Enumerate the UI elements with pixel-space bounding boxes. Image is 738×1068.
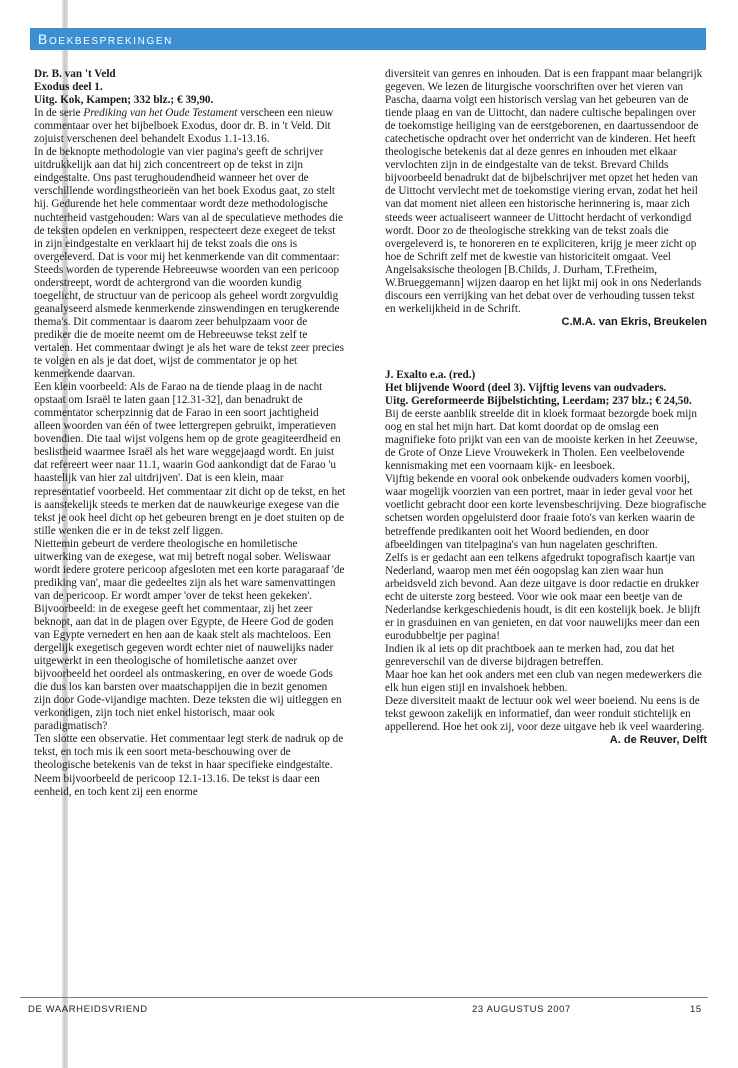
review1-paragraph-4-continued: diversiteit van genres en inhouden. Dat is een frappant maar belangrijk gegeven. We lezen de liturgische voorschriften over het vieren van Pascha, daarna volgt een historisch verslag van het gebeuren van de tiende plaag en van de Uittocht, dan nadere cultische bepalingen over de toekomstige heiliging van de eerstgeborenen, en daartussendoor de catechetische opdracht over het onderricht van de kinderen. Het heeft theologische betekenis dat al deze genres en inhouden met elkaar vervlochten zijn in de eindgestalte van de tekst. Brevard Childs bijvoorbeeld benadrukt dat de bijbelschrijver met opzet het heden van de Uittocht vervlecht met de toekomstige viering ervan, zodat het heil van dat moment niet alleen een historische herinnering is, maar zich steeds weer actualiseert wanneer de Uittocht herdacht of verkondigd wordt. Door zo de theologische strekking van de tekst zoals die overgeleverd is, te honoreren en te expliciteren, krijg je meer zicht op hoe de Schrift zelf met de kwestie van historiciteit omgaat. Veel Angelsaksische theologen [B.Childs, J. Durham, T.Fretheim, W.Brueggemann] wijzen daarop en het lijkt mij ook in ons Nederlands discours een verrijking van het debat over de verhouding tussen tekst en werkelijkheid in de Schrift.	[385, 68, 703, 315]
review1-publisher: Uitg. Kok, Kampen; 332 blz.; € 39,90.	[34, 94, 214, 107]
review2-title: Het blijvende Woord (deel 3). Vijftig levens van oudvaders.	[385, 381, 667, 394]
review1-paragraph-4-start: Ten slotte een observatie. Het commentaar legt sterk de nadruk op de tekst, en toch mis ik een soort meta-beschouwing over de theologische betekenis van de tekst in haar specifieke eindgestalte. Neem bijvoorbeeld de pericoop 12.1-13.16. De tekst is daar een eenheid, en toch kent zij een enorme	[34, 733, 344, 798]
footer-date: 23 AUGUSTUS 2007	[472, 1004, 571, 1015]
review2-paragraph-5: Maar hoe kan het ook anders met een club van negen medewerkers die elk hun eigen stijl en invalshoek hebben.	[385, 669, 702, 695]
review2-paragraph-4: Indien ik al iets op dit prachtboek aan te merken had, zou dat het genreverschil van de diverse bijdragen betreffen.	[385, 642, 675, 668]
review1-paragraph-1: In de beknopte methodologie van vier pagina's geeft de schrijver uitdrukkelijk aan dat hij zich concentreert op de tekst in zijn eindgestalte. Ons past terughoudendheid wanneer het over de verschillende wordingstheorieën van het boek Exodus gaat, zo stelt hij. Gedurende het hele commentaar wordt deze methodologische nuchterheid vastgehouden: Wars van al de speculatieve methodes die de teksten opdelen en verknippen, respecteert deze exegeet de tekst in zijn eindgestalte en verklaart hij de tekst zoals die ons is overgeleverd. Dat is voor mij het kenmerkende van dit commentaar: Steeds worden de typerende Hebreeuwse woorden van een pericoop onderstreept, wordt de achtergrond van die woorden kundig toegelicht, de structuur van de pericoop als geheel wordt zorgvuldig geanalyseerd alsmede kenmerkende zinswendingen en terugkerende thema's. Dit commentaar is daarom zeer behulpzaam voor de prediker die de moeite neemt om de Hebreeuwse tekst zelf te vertalen. Het commentaar dwingt je als het ware de tekst zeer precies te volgen en als je dat doet, wijst de commentator je op het kenmerkende daarvan.	[34, 146, 344, 381]
review2-paragraph-3: Zelfs is er gedacht aan een telkens afgedrukt topografisch kaartje van Nederland, waarop men met één oogopslag kan zien waar hun arbeidsveld zich bevond. Aan deze uitgave is door redactie en drukker echt de uiterste zorg besteed. Voor wie ook maar een beetje van de Nederlandse kerkgeschiedenis houdt, is dit een kostelijk boek. Je blijft er in grasduinen en van genieten, en dat voor nauwelijks meer dan een eurodubbeltje per pagina!	[385, 551, 701, 642]
section-header	[30, 28, 706, 50]
review1-intro	[34, 107, 346, 146]
section-title: Boekbesprekingen	[38, 31, 173, 47]
review1-title: Exodus deel 1.	[34, 81, 103, 94]
review1-intro-before: In de serie	[34, 107, 84, 120]
review2-publisher: Uitg. Gereformeerde Bijbelstichting, Leerdam; 237 blz.; € 24,50.	[385, 395, 692, 408]
footer-publication: DE WAARHEIDSVRIEND	[28, 1004, 148, 1015]
review1-author: Dr. B. van 't Veld	[34, 68, 116, 80]
footer-rule	[20, 997, 708, 998]
left-column	[34, 68, 346, 799]
review2-signature: A. de Reuver, Delft	[609, 734, 707, 747]
review2-paragraph-2: Vijftig bekende en vooral ook onbekende oudvaders komen voorbij, waar mogelijk voorzien van een portret, maar in ieder geval voor het voetlicht gebracht door een korte levensbeschrijving. Deze biografische schetsen worden opgeluisterd door fraaie foto's van kerken waarin de betreffende predikanten ooit het Woord bedienden, en door afbeeldingen van titelpagina's van hun nagelaten geschriften.	[385, 473, 707, 551]
review2-author: J. Exalto e.a. (red.)	[385, 368, 476, 381]
review1-signature: C.M.A. van Ekris, Breukelen	[561, 315, 707, 328]
right-column	[385, 68, 707, 747]
page-number: 15	[690, 1004, 702, 1015]
review2-paragraph-6: Deze diversiteit maakt de lectuur ook wel weer boeiend. Nu eens is de tekst gewoon zakelijk en informatief, dan weer ronduit stichtelijk en appellerend. Hoe het ook zij, voor deze uitgave heb ik veel waardering.	[385, 695, 705, 734]
review1-paragraph-3: Niettemin gebeurt de verdere theologische en homiletische uitwerking van de exegese, wat mij betreft nogal sober. Weliswaar wordt iedere grotere pericoop afgesloten met een korte paragaraaf 'de prediking van', maar die gedeeltes zijn als het ware samenvattingen van de pericoop. Er wordt amper 'over de tekst heen gekeken'. Bijvoorbeeld: in de exegese geeft het commentaar, zij het zeer beknopt, aan dat in de plagen over Egypte, de Heere God de goden van Egypte vernedert en hen aan de kaak stelt als machteloos. Een dergelijk exegetisch gegeven wordt echter niet of nauwelijks nader uitgewerkt in een theologische of homiletische aanzet over bijvoorbeeld het oordeel als ontmaskering, en over de woede Gods die dus los kan barsten over maatschappijen die in bezit genomen zijn door Gode-vijandige machten. Deze teksten die wij uitleggen en verkondigen, zijn toch niet enkel historisch, maar ook paradigmatisch?	[34, 537, 345, 733]
review1-paragraph-2: Een klein voorbeeld: Als de Farao na de tiende plaag in de nacht opstaat om Israël te laten gaan [12.31-32], dan benadrukt de commentator scherpzinnig dat de Farao in een soort jachtigheid alleen woorden van één of twee lettergrepen gebruikt, imperatieven bovendien. Die taal wijst volgens hem op de grote geagiteerdheid en beslistheid waarmee Israël als het ware weggejaagd wordt. En juist dat refereert weer naar 11.1, waarin God aankondigt dat de Farao 'u haastelijk van hier zal uitdrijven'. Dat is een klein, maar representatief voorbeeld. Het commentaar zit dicht op de tekst, en het is aanstekelijk steeds te merken dat de nauwkeurige exegese van die tekst je ook heel dicht op het gebeuren brengt en je doet stuiten op de stille wenken die er in de tekst zelf liggen.	[34, 381, 346, 537]
review2-paragraph-1: Bij de eerste aanblik streelde dit in kloek formaat bezorgde boek mijn oog en stal het mijn hart. Dat komt doordat op de omslag een magnifieke foto prijkt van een van de mooiste kerken in het Zeeuwse, de Grote of Onze Lieve Vrouwekerk in Tholen. Een veelbelovende kennismaking met een voornaam kijk- en leesboek.	[385, 408, 698, 473]
review1-series-name: Prediking van het Oude Testament	[83, 107, 238, 120]
review1-intro-after: verscheen een nieuw commentaar over het bijbelboek Exodus, door dr. B. in 't Veld. Dit zojuist verschenen deel behandelt Exodus 1.1-13.16.	[34, 107, 334, 146]
